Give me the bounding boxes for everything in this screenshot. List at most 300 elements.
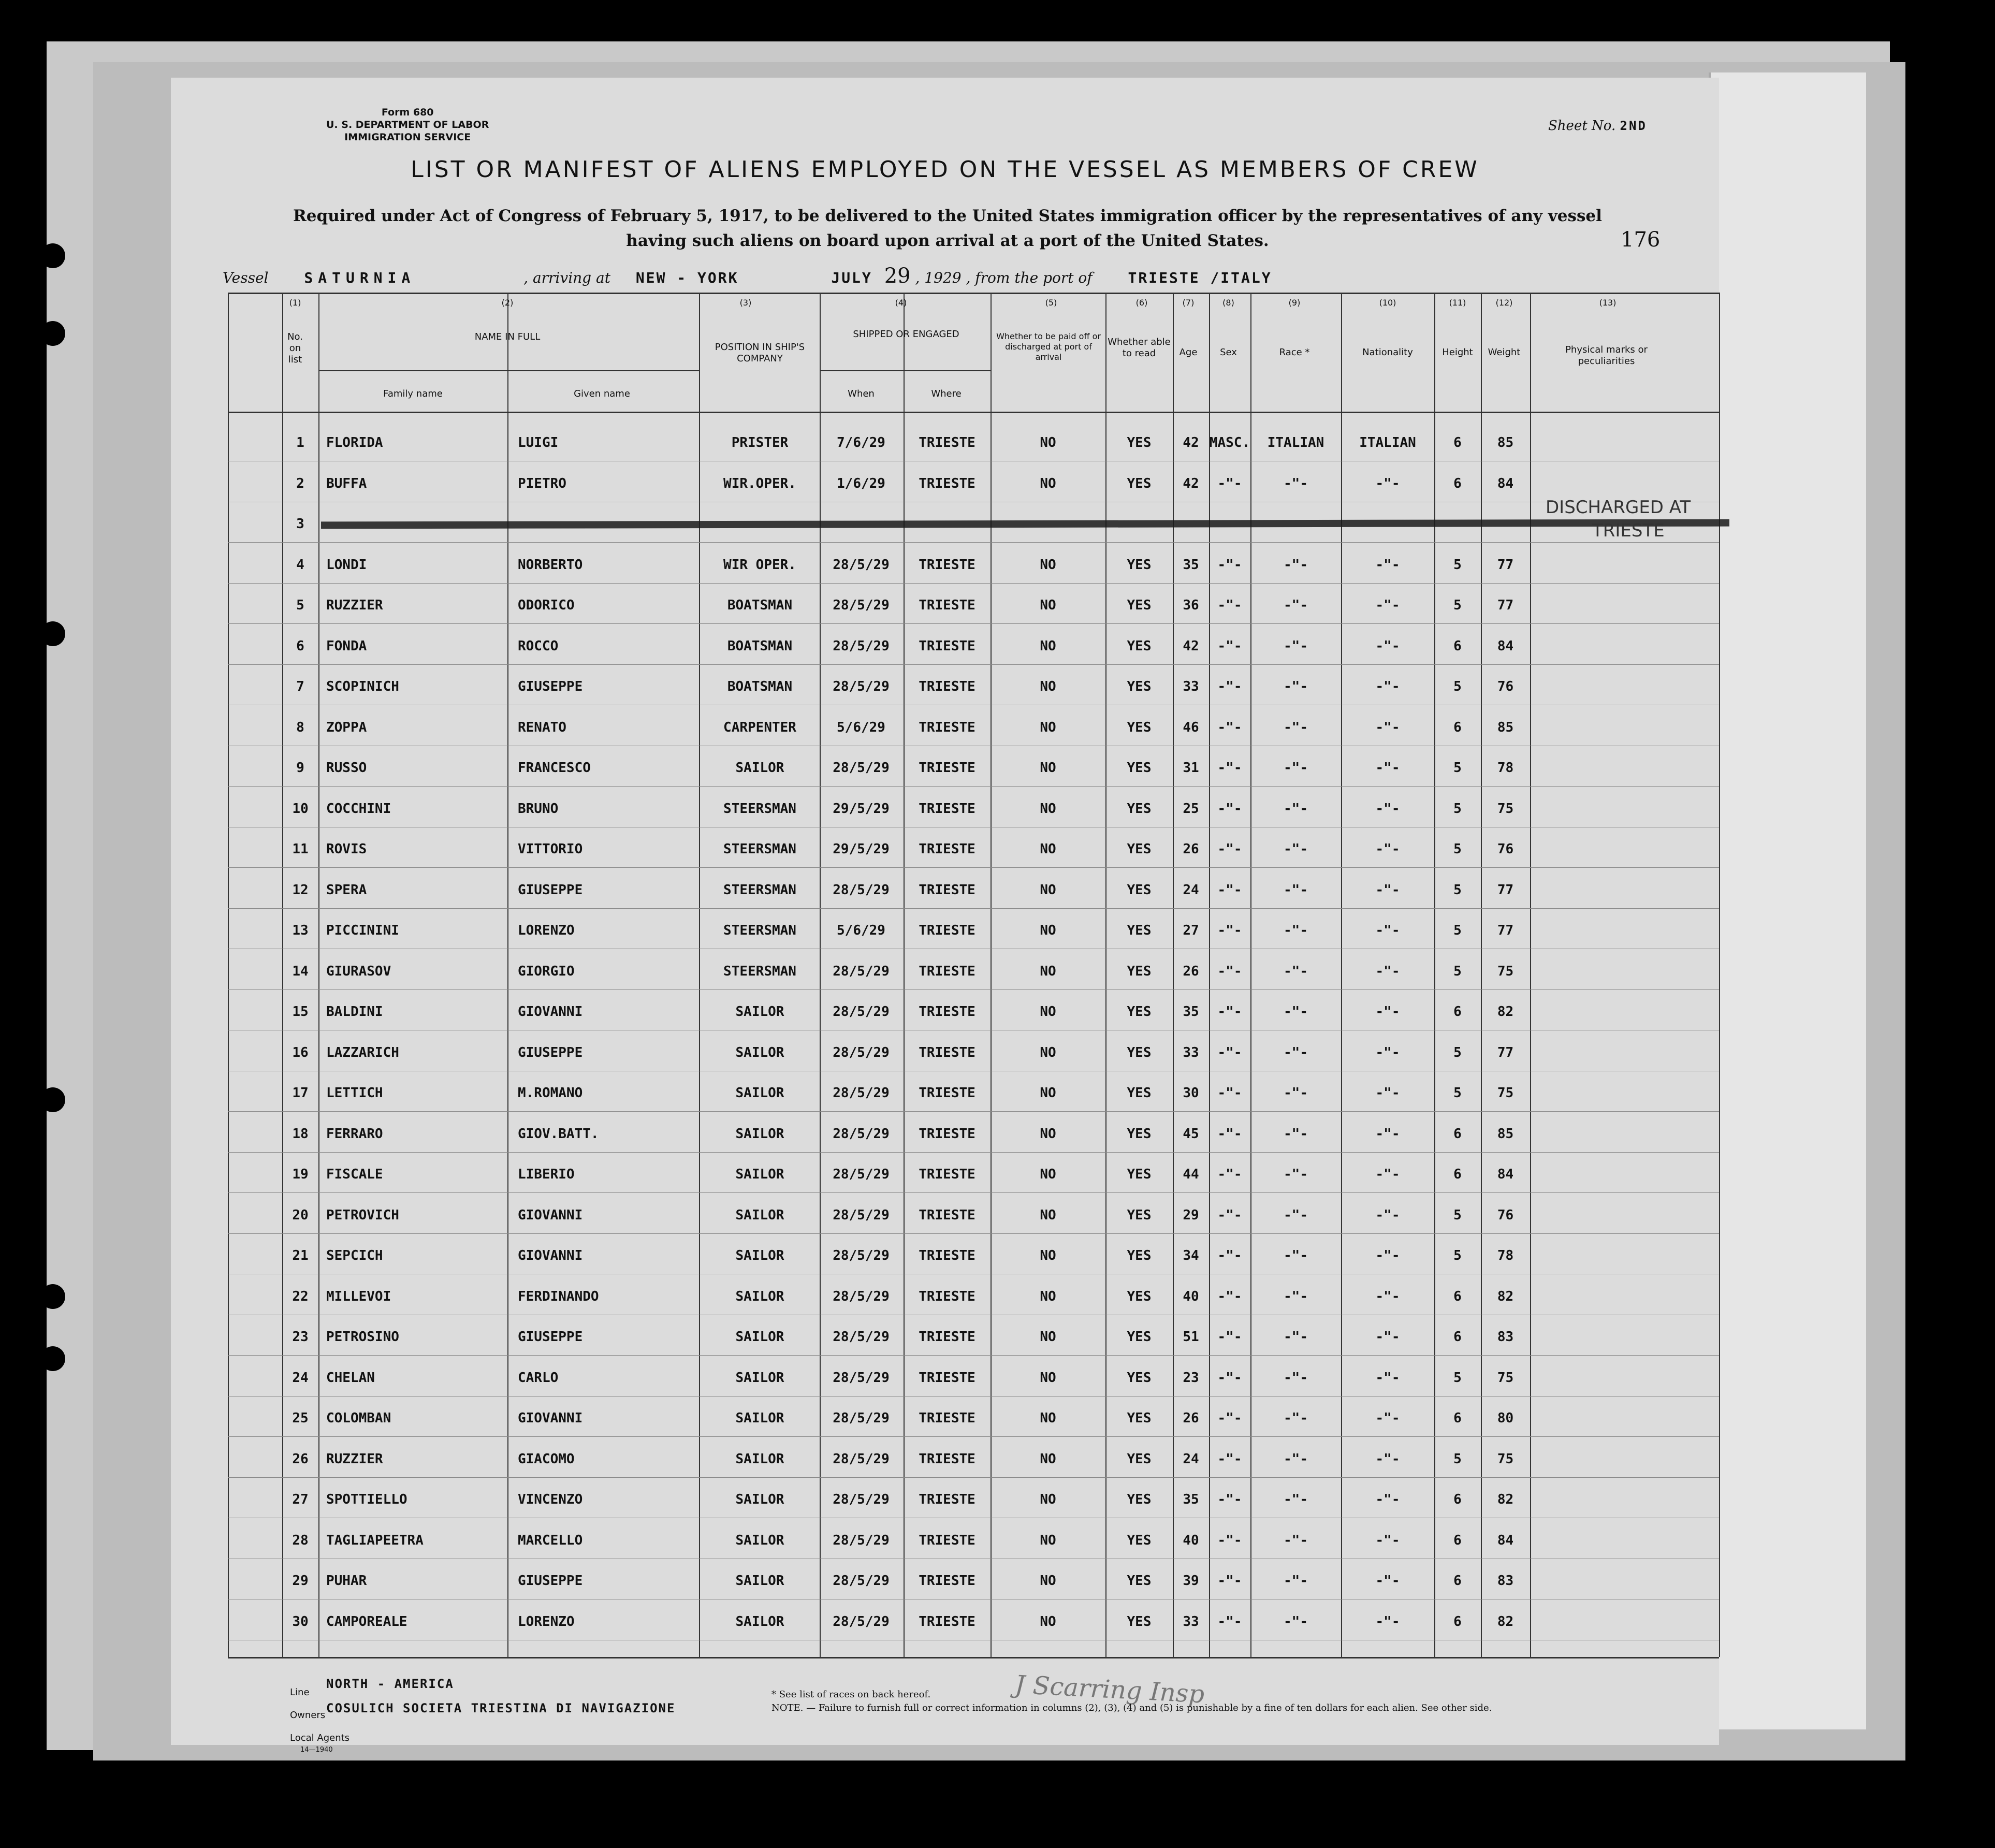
row-given-name: VITTORIO [518, 841, 583, 857]
row-rule [228, 908, 1719, 909]
row-family-name: BALDINI [326, 1004, 383, 1020]
row-able-to-read: YES [1127, 679, 1152, 694]
row-position: SAILOR [735, 1248, 784, 1263]
row-age: 30 [1183, 1085, 1199, 1101]
row-row-number: 6 [296, 638, 304, 654]
row-row-number: 23 [292, 1329, 309, 1345]
row-given-name: BRUNO [518, 801, 559, 817]
row-age: 51 [1183, 1329, 1199, 1345]
row-position: STEERSMAN [723, 923, 796, 938]
row-family-name: RUZZIER [326, 598, 383, 613]
row-rule [228, 1355, 1719, 1356]
row-nationality: -"- [1375, 1085, 1400, 1101]
row-height: 5 [1453, 1207, 1462, 1223]
row-nationality: -"- [1375, 882, 1400, 898]
row-race: -"- [1284, 1004, 1308, 1020]
row-age: 35 [1183, 1492, 1199, 1507]
row-sex: -"- [1217, 1532, 1242, 1548]
shipped-subheader-line [820, 370, 991, 371]
row-nationality: -"- [1375, 760, 1400, 776]
row-shipped-where: TRIESTE [919, 963, 975, 979]
row-paid-off: NO [1040, 1613, 1056, 1629]
row-weight: 80 [1497, 1410, 1514, 1426]
row-age: 42 [1183, 435, 1199, 450]
row-family-name: ROVIS [326, 841, 367, 857]
row-able-to-read: YES [1127, 598, 1152, 613]
row-family-name: PICCININI [326, 923, 399, 938]
row-shipped-where: TRIESTE [919, 1248, 975, 1263]
row-family-name: BUFFA [326, 475, 367, 491]
row-nationality: -"- [1375, 1532, 1400, 1548]
row-race: -"- [1284, 1613, 1308, 1629]
row-given-name: GIUSEPPE [518, 1573, 583, 1589]
row-age: 42 [1183, 638, 1199, 654]
row-race: -"- [1284, 1451, 1308, 1467]
row-sex: -"- [1217, 1492, 1242, 1507]
row-weight: 76 [1497, 1207, 1514, 1223]
row-paid-off: NO [1040, 1248, 1056, 1263]
row-paid-off: NO [1040, 1167, 1056, 1182]
row-given-name: GIUSEPPE [518, 679, 583, 694]
row-family-name: LAZZARICH [326, 1044, 399, 1060]
row-able-to-read: YES [1127, 1288, 1152, 1304]
row-weight: 75 [1497, 1451, 1514, 1467]
vessel-name: SATURNIA [304, 269, 416, 286]
row-able-to-read: YES [1127, 1329, 1152, 1345]
row-able-to-read: YES [1127, 557, 1152, 573]
row-weight: 77 [1497, 598, 1514, 613]
row-given-name: GIORGIO [518, 963, 575, 979]
row-height: 6 [1453, 435, 1462, 450]
row-able-to-read: YES [1127, 1207, 1152, 1223]
row-race: -"- [1284, 719, 1308, 735]
row-age: 33 [1183, 1613, 1199, 1629]
row-shipped-when: 28/5/29 [833, 1288, 890, 1304]
row-sex: -"- [1217, 638, 1242, 654]
row-family-name: LETTICH [326, 1085, 383, 1101]
row-family-name: TAGLIAPEETRA [326, 1532, 424, 1548]
row-sex: -"- [1217, 760, 1242, 776]
row-shipped-when: 28/5/29 [833, 598, 890, 613]
row-race: -"- [1284, 923, 1308, 938]
row-race: -"- [1284, 598, 1308, 613]
row-rule [228, 867, 1719, 868]
row-sex: -"- [1217, 1126, 1242, 1142]
row-weight: 82 [1497, 1288, 1514, 1304]
row-shipped-when: 28/5/29 [833, 1329, 890, 1345]
table-column-divider [699, 293, 700, 1657]
row-sex: -"- [1217, 1167, 1242, 1182]
row-shipped-when: 28/5/29 [833, 882, 890, 898]
row-family-name: FONDA [326, 638, 367, 654]
row-given-name: GIUSEPPE [518, 1329, 583, 1345]
row-row-number: 5 [296, 598, 304, 613]
row-weight: 75 [1497, 801, 1514, 817]
row-able-to-read: YES [1127, 1044, 1152, 1060]
header-family-name: Family name [383, 388, 443, 399]
row-age: 36 [1183, 598, 1199, 613]
row-position: BOATSMAN [727, 638, 793, 654]
row-position: SAILOR [735, 1532, 784, 1548]
row-shipped-where: TRIESTE [919, 679, 975, 694]
table-column-divider [1530, 293, 1531, 1657]
row-shipped-when: 5/6/29 [837, 719, 885, 735]
row-sex: -"- [1217, 1004, 1242, 1020]
row-sex: -"- [1217, 963, 1242, 979]
punch-hole [40, 1087, 65, 1112]
row-race: -"- [1284, 801, 1308, 817]
row-shipped-when: 7/6/29 [837, 435, 885, 450]
row-age: 33 [1183, 679, 1199, 694]
table-column-divider [228, 293, 229, 1657]
row-age: 35 [1183, 557, 1199, 573]
row-able-to-read: YES [1127, 841, 1152, 857]
row-row-number: 30 [292, 1613, 309, 1629]
row-shipped-where: TRIESTE [919, 719, 975, 735]
row-family-name: SEPCICH [326, 1248, 383, 1263]
col-num-3: (3) [739, 298, 752, 308]
row-given-name: MARCELLO [518, 1532, 583, 1548]
row-position: SAILOR [735, 1126, 784, 1142]
row-shipped-where: TRIESTE [919, 638, 975, 654]
row-height: 6 [1453, 638, 1462, 654]
row-family-name: MILLEVOI [326, 1288, 391, 1304]
row-age: 26 [1183, 1410, 1199, 1426]
row-row-number: 7 [296, 679, 304, 694]
row-family-name: ZOPPA [326, 719, 367, 735]
row-weight: 82 [1497, 1004, 1514, 1020]
stamp-number: 176 [1621, 228, 1661, 252]
row-nationality: -"- [1375, 1573, 1400, 1589]
row-height: 5 [1453, 557, 1462, 573]
row-sex: -"- [1217, 679, 1242, 694]
row-shipped-where: TRIESTE [919, 1573, 975, 1589]
row-shipped-where: TRIESTE [919, 1004, 975, 1020]
row-sex: -"- [1217, 719, 1242, 735]
row-shipped-when: 28/5/29 [833, 963, 890, 979]
row-given-name: LIBERIO [518, 1167, 575, 1182]
row-sex: -"- [1217, 1573, 1242, 1589]
row-shipped-when: 28/5/29 [833, 1126, 890, 1142]
row-row-number: 22 [292, 1288, 309, 1304]
row-nationality: -"- [1375, 1451, 1400, 1467]
table-column-divider [507, 293, 508, 1657]
row-race: -"- [1284, 557, 1308, 573]
header-name-in-full: NAME IN FULL [474, 331, 541, 342]
row-weight: 84 [1497, 1167, 1514, 1182]
row-row-number: 4 [296, 557, 304, 573]
row-given-name: ROCCO [518, 638, 559, 654]
row-height: 5 [1453, 923, 1462, 938]
row-family-name: CHELAN [326, 1370, 375, 1386]
row-able-to-read: YES [1127, 963, 1152, 979]
line-label: Line [290, 1687, 310, 1698]
col-num-9: (9) [1288, 298, 1301, 308]
row-able-to-read: YES [1127, 760, 1152, 776]
row-height: 6 [1453, 1410, 1462, 1426]
row-given-name: M.ROMANO [518, 1085, 583, 1101]
page-title: LIST OR MANIFEST OF ALIENS EMPLOYED ON THE VESSEL AS MEMBERS OF CREW [411, 156, 1479, 183]
row-given-name: FRANCESCO [518, 760, 591, 776]
row-weight: 85 [1497, 719, 1514, 735]
row-row-number: 27 [292, 1492, 309, 1507]
header-no-on-list: No. on list [287, 331, 303, 365]
row-paid-off: NO [1040, 598, 1056, 613]
row-able-to-read: YES [1127, 475, 1152, 491]
row-row-number: 24 [292, 1370, 309, 1386]
row-able-to-read: YES [1127, 1410, 1152, 1426]
row-row-number: 19 [292, 1167, 309, 1182]
row-race: -"- [1284, 1085, 1308, 1101]
row-race: -"- [1284, 882, 1308, 898]
form-identifier [326, 106, 489, 143]
row-height: 6 [1453, 1613, 1462, 1629]
row-sex: -"- [1217, 598, 1242, 613]
row-position: WIR OPER. [723, 557, 796, 573]
row-paid-off: NO [1040, 557, 1056, 573]
row-able-to-read: YES [1127, 1573, 1152, 1589]
row-paid-off: NO [1040, 1288, 1056, 1304]
row-shipped-when: 28/5/29 [833, 1167, 890, 1182]
row-race: -"- [1284, 1329, 1308, 1345]
row-able-to-read: YES [1127, 1167, 1152, 1182]
row-sex: -"- [1217, 1248, 1242, 1263]
row-position: STEERSMAN [723, 882, 796, 898]
sheet-label: Sheet No. [1548, 118, 1616, 134]
row-nationality: -"- [1375, 1288, 1400, 1304]
row-shipped-when: 5/6/29 [837, 923, 885, 938]
row-paid-off: NO [1040, 1492, 1056, 1507]
row-row-number: 18 [292, 1126, 309, 1142]
row-position: SAILOR [735, 1207, 784, 1223]
row-given-name: GIOVANNI [518, 1004, 583, 1020]
row-age: 23 [1183, 1370, 1199, 1386]
row-family-name: LONDI [326, 557, 367, 573]
row-nationality: -"- [1375, 1126, 1400, 1142]
row-family-name: COLOMBAN [326, 1410, 391, 1426]
row-shipped-when: 28/5/29 [833, 1207, 890, 1223]
row-rule [228, 1111, 1719, 1112]
row-paid-off: NO [1040, 760, 1056, 776]
row-shipped-where: TRIESTE [919, 475, 975, 491]
row-position: SAILOR [735, 1451, 784, 1467]
row-race: -"- [1284, 760, 1308, 776]
row-able-to-read: YES [1127, 1451, 1152, 1467]
row-shipped-when: 28/5/29 [833, 1532, 890, 1548]
row-race: -"- [1284, 679, 1308, 694]
row-nationality: -"- [1375, 841, 1400, 857]
table-bottom-border [228, 1657, 1719, 1658]
row-shipped-when: 28/5/29 [833, 679, 890, 694]
row-weight: 83 [1497, 1573, 1514, 1589]
row-shipped-when: 28/5/29 [833, 1044, 890, 1060]
owners-value: COSULICH SOCIETA TRIESTINA DI NAVIGAZIONE [326, 1701, 676, 1715]
row-shipped-where: TRIESTE [919, 801, 975, 817]
row-row-number: 16 [292, 1044, 309, 1060]
row-position: SAILOR [735, 1573, 784, 1589]
col-num-10: (10) [1379, 298, 1396, 308]
row-weight: 84 [1497, 1532, 1514, 1548]
row-row-number: 13 [292, 923, 309, 938]
col-num-6: (6) [1135, 298, 1148, 308]
row-sex: -"- [1217, 1451, 1242, 1467]
row-weight: 84 [1497, 475, 1514, 491]
row-sex: -"- [1217, 475, 1242, 491]
row-sex: -"- [1217, 923, 1242, 938]
row-paid-off: NO [1040, 1410, 1056, 1426]
discharged-note-line1: DISCHARGED AT [1546, 497, 1691, 518]
row-row-number: 29 [292, 1573, 309, 1589]
col-num-1: (1) [289, 298, 301, 308]
row-family-name: FLORIDA [326, 435, 383, 450]
year-label: , 192 [915, 269, 952, 286]
row-age: 25 [1183, 801, 1199, 817]
row-weight: 75 [1497, 1085, 1514, 1101]
row-race: -"- [1284, 1370, 1308, 1386]
print-code: 14—1940 [300, 1746, 333, 1754]
row-nationality: -"- [1375, 475, 1400, 491]
table-column-divider [1719, 293, 1720, 1657]
row-position: STEERSMAN [723, 801, 796, 817]
row-shipped-when: 28/5/29 [833, 1410, 890, 1426]
row-paid-off: NO [1040, 801, 1056, 817]
row-able-to-read: YES [1127, 801, 1152, 817]
row-given-name: GIOVANNI [518, 1410, 583, 1426]
sheet-value: 2ND [1620, 119, 1647, 133]
col-num-8: (8) [1222, 298, 1234, 308]
arrival-port: NEW - YORK [635, 269, 739, 286]
row-given-name: GIUSEPPE [518, 1044, 583, 1060]
row-nationality: -"- [1375, 1167, 1400, 1182]
row-rule [228, 583, 1719, 584]
row-weight: 77 [1497, 1044, 1514, 1060]
row-family-name: PETROSINO [326, 1329, 399, 1345]
row-sex: -"- [1217, 1410, 1242, 1426]
row-given-name: LUIGI [518, 435, 559, 450]
discharged-note-line2: TRIESTE [1592, 520, 1665, 541]
row-position: SAILOR [735, 1085, 784, 1101]
row-height: 5 [1453, 1085, 1462, 1101]
row-shipped-where: TRIESTE [919, 1532, 975, 1548]
header-position: POSITION IN SHIP'S COMPANY [715, 342, 805, 364]
row-shipped-when: 29/5/29 [833, 841, 890, 857]
row-paid-off: NO [1040, 882, 1056, 898]
row-sex: -"- [1217, 1329, 1242, 1345]
row-race: -"- [1284, 1126, 1308, 1142]
header-sex: Sex [1220, 347, 1237, 358]
col-num-4: (4) [895, 298, 907, 308]
row-height: 6 [1453, 1288, 1462, 1304]
row-height: 6 [1453, 1329, 1462, 1345]
col-num-2: (2) [501, 298, 514, 308]
row-sex: -"- [1217, 801, 1242, 817]
row-age: 40 [1183, 1288, 1199, 1304]
row-nationality: -"- [1375, 923, 1400, 938]
row-family-name: FERRARO [326, 1126, 383, 1142]
row-race: -"- [1284, 841, 1308, 857]
row-shipped-where: TRIESTE [919, 557, 975, 573]
row-height: 5 [1453, 1044, 1462, 1060]
row-shipped-where: TRIESTE [919, 1044, 975, 1060]
row-shipped-when: 28/5/29 [833, 1248, 890, 1263]
row-height: 6 [1453, 1573, 1462, 1589]
row-shipped-where: TRIESTE [919, 1492, 975, 1507]
row-shipped-when: 28/5/29 [833, 1085, 890, 1101]
row-rule [228, 1477, 1719, 1478]
row-height: 6 [1453, 719, 1462, 735]
row-family-name: COCCHINI [326, 801, 391, 817]
row-nationality: -"- [1375, 638, 1400, 654]
row-height: 5 [1453, 679, 1462, 694]
row-shipped-when: 28/5/29 [833, 1613, 890, 1629]
row-race: ITALIAN [1267, 435, 1324, 450]
row-race: -"- [1284, 1288, 1308, 1304]
punch-hole [40, 621, 65, 646]
row-paid-off: NO [1040, 1207, 1056, 1223]
header-physical-marks: Physical marks or peculiarities [1565, 344, 1648, 367]
header-able-to-read: Whether able to read [1108, 337, 1171, 359]
row-paid-off: NO [1040, 475, 1056, 491]
row-rule [228, 786, 1719, 787]
col-num-5: (5) [1045, 298, 1057, 308]
header-weight: Weight [1488, 347, 1521, 358]
row-paid-off: NO [1040, 1126, 1056, 1142]
row-position: SAILOR [735, 1044, 784, 1060]
row-able-to-read: YES [1127, 1126, 1152, 1142]
row-race: -"- [1284, 638, 1308, 654]
col-num-7: (7) [1182, 298, 1195, 308]
row-position: STEERSMAN [723, 963, 796, 979]
row-able-to-read: YES [1127, 1085, 1152, 1101]
row-row-number: 11 [292, 841, 309, 857]
row-age: 24 [1183, 1451, 1199, 1467]
row-weight: 83 [1497, 1329, 1514, 1345]
row-given-name: PIETRO [518, 475, 566, 491]
row-shipped-where: TRIESTE [919, 1085, 975, 1101]
row-sex: -"- [1217, 1044, 1242, 1060]
row-given-name: GIACOMO [518, 1451, 575, 1467]
row-row-number: 25 [292, 1410, 309, 1426]
row-given-name: FERDINANDO [518, 1288, 599, 1304]
row-able-to-read: YES [1127, 1492, 1152, 1507]
row-age: 45 [1183, 1126, 1199, 1142]
row-row-number: 28 [292, 1532, 309, 1548]
row-row-number: 15 [292, 1004, 309, 1020]
row-given-name: LORENZO [518, 923, 575, 938]
row-weight: 75 [1497, 963, 1514, 979]
row-shipped-where: TRIESTE [919, 1207, 975, 1223]
row-shipped-where: TRIESTE [919, 598, 975, 613]
punch-hole [40, 321, 65, 346]
row-paid-off: NO [1040, 1451, 1056, 1467]
row-row-number: 8 [296, 719, 304, 735]
row-shipped-where: TRIESTE [919, 760, 975, 776]
row-height: 5 [1453, 1370, 1462, 1386]
row-row-number: 9 [296, 760, 304, 776]
row-race: -"- [1284, 1410, 1308, 1426]
col-num-12: (12) [1495, 298, 1513, 308]
row-race: -"- [1284, 1573, 1308, 1589]
row-race: -"- [1284, 1248, 1308, 1263]
row-nationality: -"- [1375, 801, 1400, 817]
row-age: 42 [1183, 475, 1199, 491]
row-position: SAILOR [735, 1492, 784, 1507]
col-num-13: (13) [1599, 298, 1617, 308]
row-paid-off: NO [1040, 1370, 1056, 1386]
row-nationality: -"- [1375, 679, 1400, 694]
row-position: BOATSMAN [727, 598, 793, 613]
row-nationality: ITALIAN [1359, 435, 1416, 450]
